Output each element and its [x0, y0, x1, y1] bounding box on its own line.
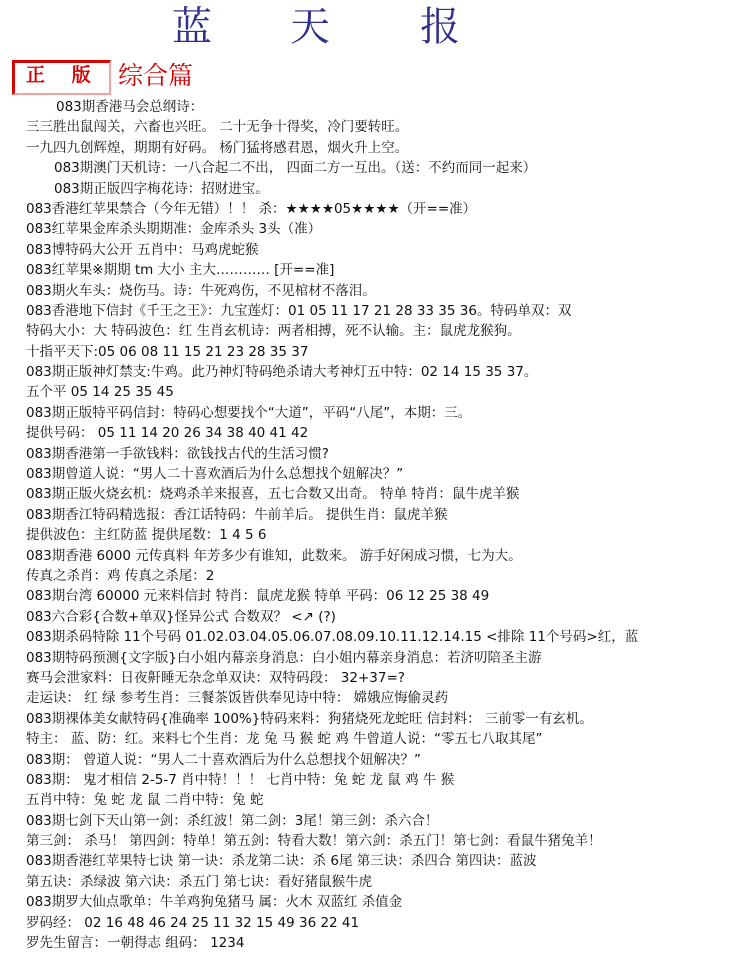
text-line: 083期香江特码精选报：香江话特码：牛前羊后。 提供生肖：鼠虎羊猴	[26, 506, 448, 523]
section-title: 综合篇	[118, 61, 194, 90]
text-line: 083期： 鬼才相信 2-5-7 肖中特！！！ 七肖中特：兔 蛇 龙 鼠 鸡 牛 猴	[26, 771, 455, 788]
text-line: 提供号码： 05 11 14 20 26 34 38 40 41 42	[26, 425, 309, 442]
text-line: 083期正版特平码信封：特码心想要找个“大道”，平码“八尾”，本期：三。	[26, 404, 472, 421]
section-header	[8, 60, 408, 96]
text-line: 五个平 05 14 25 35 45	[26, 384, 174, 401]
text-line: 第五诀：杀绿波 第六诀：杀五门 第七诀：看好猪鼠猴牛虎	[26, 873, 373, 890]
text-line: 083期： 曾道人说：“男人二十喜欢酒后为什么总想找个妞解决？”	[26, 751, 422, 768]
text-line: 十指平天下:05 06 08 11 15 21 23 28 35 37	[26, 343, 309, 360]
text-line: 083期正版神灯禁支:牛鸡。此乃神灯特码绝杀请大考神灯五中特：02 14 15 35 37。	[26, 364, 538, 381]
text-line: 083期七剑下天山第一剑：杀红波！第二剑：3尾！第三剑：杀六合！	[26, 812, 439, 829]
text-line: 五肖中特：兔 蛇 龙 鼠 二肖中特：兔 蛇	[26, 792, 264, 809]
text-line: 三三胜出鼠闯关，六畜也兴旺。 二十无争十得奖，冷门要转旺。	[26, 119, 409, 136]
text-line: 083红苹果金库杀头期期准：金库杀头 3头（准）	[26, 221, 322, 238]
text-line: 083期台湾 60000 元来料信封 特肖：鼠虎龙猴 特单 平码：06 12 25 38 49	[26, 588, 490, 605]
text-line: 083红苹果※期期 tm 大小 主大………… [开==准]	[26, 262, 335, 279]
text-line: 罗先生留言：一朝得志 组码： 1234	[26, 935, 245, 952]
text-line: 083期香港红苹果特七诀 第一诀：杀龙第二诀：杀 6尾 第三诀：杀四合 第四诀：蓝波	[26, 853, 537, 870]
text-line: 083香港地下信封《千王之王》：九宝莲灯：01 05 11 17 21 28 33 35 36。特码单双：双	[26, 302, 572, 319]
text-line: 083期杀码特除 11个号码 01.02.03.04.05.06.07.08.09.10.11.12.14.15 <排除 11个号码>红，蓝	[26, 629, 639, 646]
masthead	[0, 2, 735, 54]
text-line: 083六合彩{合数+单双}怪异公式 合数双？ <↗ (?)	[26, 608, 336, 625]
text-line: 083期火车头：烧伤马。诗：牛死鸡伤，不见棺材不落泪。	[26, 282, 376, 299]
text-line: 083期香港第一手欲钱料：欲钱找古代的生活习惯?	[26, 445, 329, 462]
text-line: 罗码经： 02 16 48 46 24 25 11 32 15 49 36 22 41	[26, 914, 360, 931]
text-line: 特主： 蓝、防：红。来料七个生肖：龙 兔 马 猴 蛇 鸡 牛曾道人说：“零五七八取其尾”	[26, 731, 543, 748]
text-line: 083期澳门天机诗：一八合起二不出， 四面二方一互出。（送：不约而同一起来）	[54, 160, 537, 177]
text-line: 第三剑： 杀马！ 第四剑：特单！第五剑：特看大数！第六剑：杀五门！第七剑：看鼠牛猪兔羊！	[26, 833, 602, 850]
edition-tag: 正 版	[26, 64, 101, 86]
text-line: 传真之杀肖：鸡 传真之杀尾：2	[26, 567, 215, 584]
masthead-char-2: 天	[290, 4, 331, 50]
text-line: 083期香港马会总纲诗：	[56, 99, 204, 115]
text-line: 083香港红苹果禁合（今年无错）！！ 杀：★★★★05★★★★（开==准）	[26, 200, 477, 217]
text-line: 083期香港 6000 元传真料 年芳多少有谁知，此数来。 游手好闲成习惯，七为大。	[26, 547, 522, 564]
masthead-char-1: 蓝	[172, 4, 213, 50]
text-line: 提供波色：主红防蓝 提供尾数：1 4 5 6	[26, 527, 267, 544]
masthead-char-3: 报	[420, 4, 461, 50]
text-line: 走运诀： 红 绿 参考生肖：三餐茶饭皆供奉见诗中特： 嫦娥应悔偷灵药	[26, 690, 449, 707]
text-line: 特码大小：大 特码波色：红 生肖玄机诗：两者相搏，死不认输。主：鼠虎龙猴狗。	[26, 323, 521, 340]
text-line: 083期裸体美女献特码{准确率 100%}特码来料：狗猪烧死龙蛇旺 信封料： 三前零一有玄机。	[26, 710, 593, 727]
text-line: 赛马会泄家料：日夜鼾睡无杂念单双诀：双特码段： 32+37=?	[26, 669, 405, 686]
text-line: 083期罗大仙点歌单：牛羊鸡狗兔猪马 属：火木 双蓝红 杀值金	[26, 894, 403, 911]
text-line: 083期特码预测{文字版}白小姐内幕亲身消息：白小姐内幕亲身消息：若济叨陪圣主游	[26, 649, 542, 666]
text-line: 一九四九创辉煌，期期有好码。 杨门猛将感君恩，烟火升上空。	[26, 139, 409, 156]
article-body	[26, 97, 731, 953]
text-line: 083期正版火烧玄机：烧鸡杀羊来报喜，五七合数又出奇。 特单 特肖：鼠牛虎羊猴	[26, 486, 520, 503]
text-line: 083期正版四字梅花诗：招财进宝。	[54, 180, 269, 197]
text-line: 083期曾道人说：“男人二十喜欢酒后为什么总想找个妞解决？”	[26, 466, 404, 483]
text-line: 083博特码大公开 五肖中：马鸡虎蛇猴	[26, 241, 259, 258]
